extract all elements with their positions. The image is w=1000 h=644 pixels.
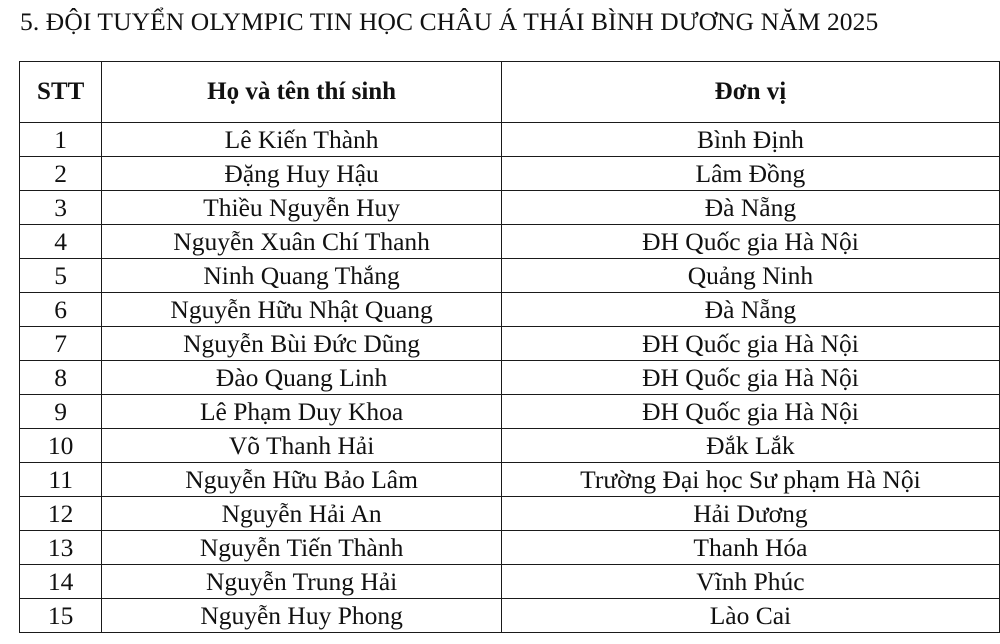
cell-name: Nguyễn Huy Phong [102,599,502,633]
cell-unit: Đà Nẵng [501,191,999,225]
cell-stt: 4 [20,225,102,259]
cell-unit: Đà Nẵng [501,293,999,327]
cell-unit: Vĩnh Phúc [501,565,999,599]
cell-stt: 13 [20,531,102,565]
cell-unit: Hải Dương [501,497,999,531]
cell-name: Nguyễn Hữu Bảo Lâm [102,463,502,497]
cell-unit: Trường Đại học Sư phạm Hà Nội [501,463,999,497]
cell-stt: 2 [20,157,102,191]
table-row [20,259,1000,293]
table-row [20,599,1000,633]
cell-unit: Lâm Đồng [501,157,999,191]
cell-name: Nguyễn Tiến Thành [102,531,502,565]
table-row [20,191,1000,225]
cell-unit: Thanh Hóa [501,531,999,565]
table-row [20,361,1000,395]
table-row [20,395,1000,429]
cell-stt: 15 [20,599,102,633]
cell-name: Đào Quang Linh [102,361,502,395]
cell-stt: 7 [20,327,102,361]
cell-stt: 8 [20,361,102,395]
cell-unit: ĐH Quốc gia Hà Nội [501,361,999,395]
cell-stt: 12 [20,497,102,531]
cell-unit: Quảng Ninh [501,259,999,293]
cell-stt: 1 [20,123,102,157]
table-row [20,327,1000,361]
table-row [20,293,1000,327]
cell-name: Ninh Quang Thắng [102,259,502,293]
cell-stt: 14 [20,565,102,599]
cell-name: Lê Phạm Duy Khoa [102,395,502,429]
cell-name: Đặng Huy Hậu [102,157,502,191]
cell-stt: 6 [20,293,102,327]
table-row [20,429,1000,463]
table-row [20,531,1000,565]
team-table [19,61,1000,633]
cell-stt: 11 [20,463,102,497]
header-unit: Đơn vị [501,62,999,123]
cell-stt: 9 [20,395,102,429]
header-name: Họ và tên thí sinh [102,62,502,123]
cell-unit: ĐH Quốc gia Hà Nội [501,225,999,259]
cell-stt: 10 [20,429,102,463]
cell-name: Nguyễn Xuân Chí Thanh [102,225,502,259]
cell-unit: ĐH Quốc gia Hà Nội [501,395,999,429]
cell-name: Nguyễn Trung Hải [102,565,502,599]
cell-name: Nguyễn Hải An [102,497,502,531]
cell-name: Võ Thanh Hải [102,429,502,463]
table-row [20,463,1000,497]
cell-name: Nguyễn Bùi Đức Dũng [102,327,502,361]
table-row [20,123,1000,157]
cell-name: Nguyễn Hữu Nhật Quang [102,293,502,327]
cell-stt: 5 [20,259,102,293]
table-row [20,497,1000,531]
cell-unit: ĐH Quốc gia Hà Nội [501,327,999,361]
cell-name: Thiều Nguyễn Huy [102,191,502,225]
cell-unit: Bình Định [501,123,999,157]
cell-name: Lê Kiến Thành [102,123,502,157]
page-title: 5. ĐỘI TUYỂN OLYMPIC TIN HỌC CHÂU Á THÁI BÌNH DƯƠNG NĂM 2025 [20,7,879,36]
table-row [20,157,1000,191]
cell-stt: 3 [20,191,102,225]
header-stt: STT [20,62,102,123]
table-header-row [20,62,1000,123]
cell-unit: Lào Cai [501,599,999,633]
table-row [20,225,1000,259]
cell-unit: Đắk Lắk [501,429,999,463]
table-row [20,565,1000,599]
